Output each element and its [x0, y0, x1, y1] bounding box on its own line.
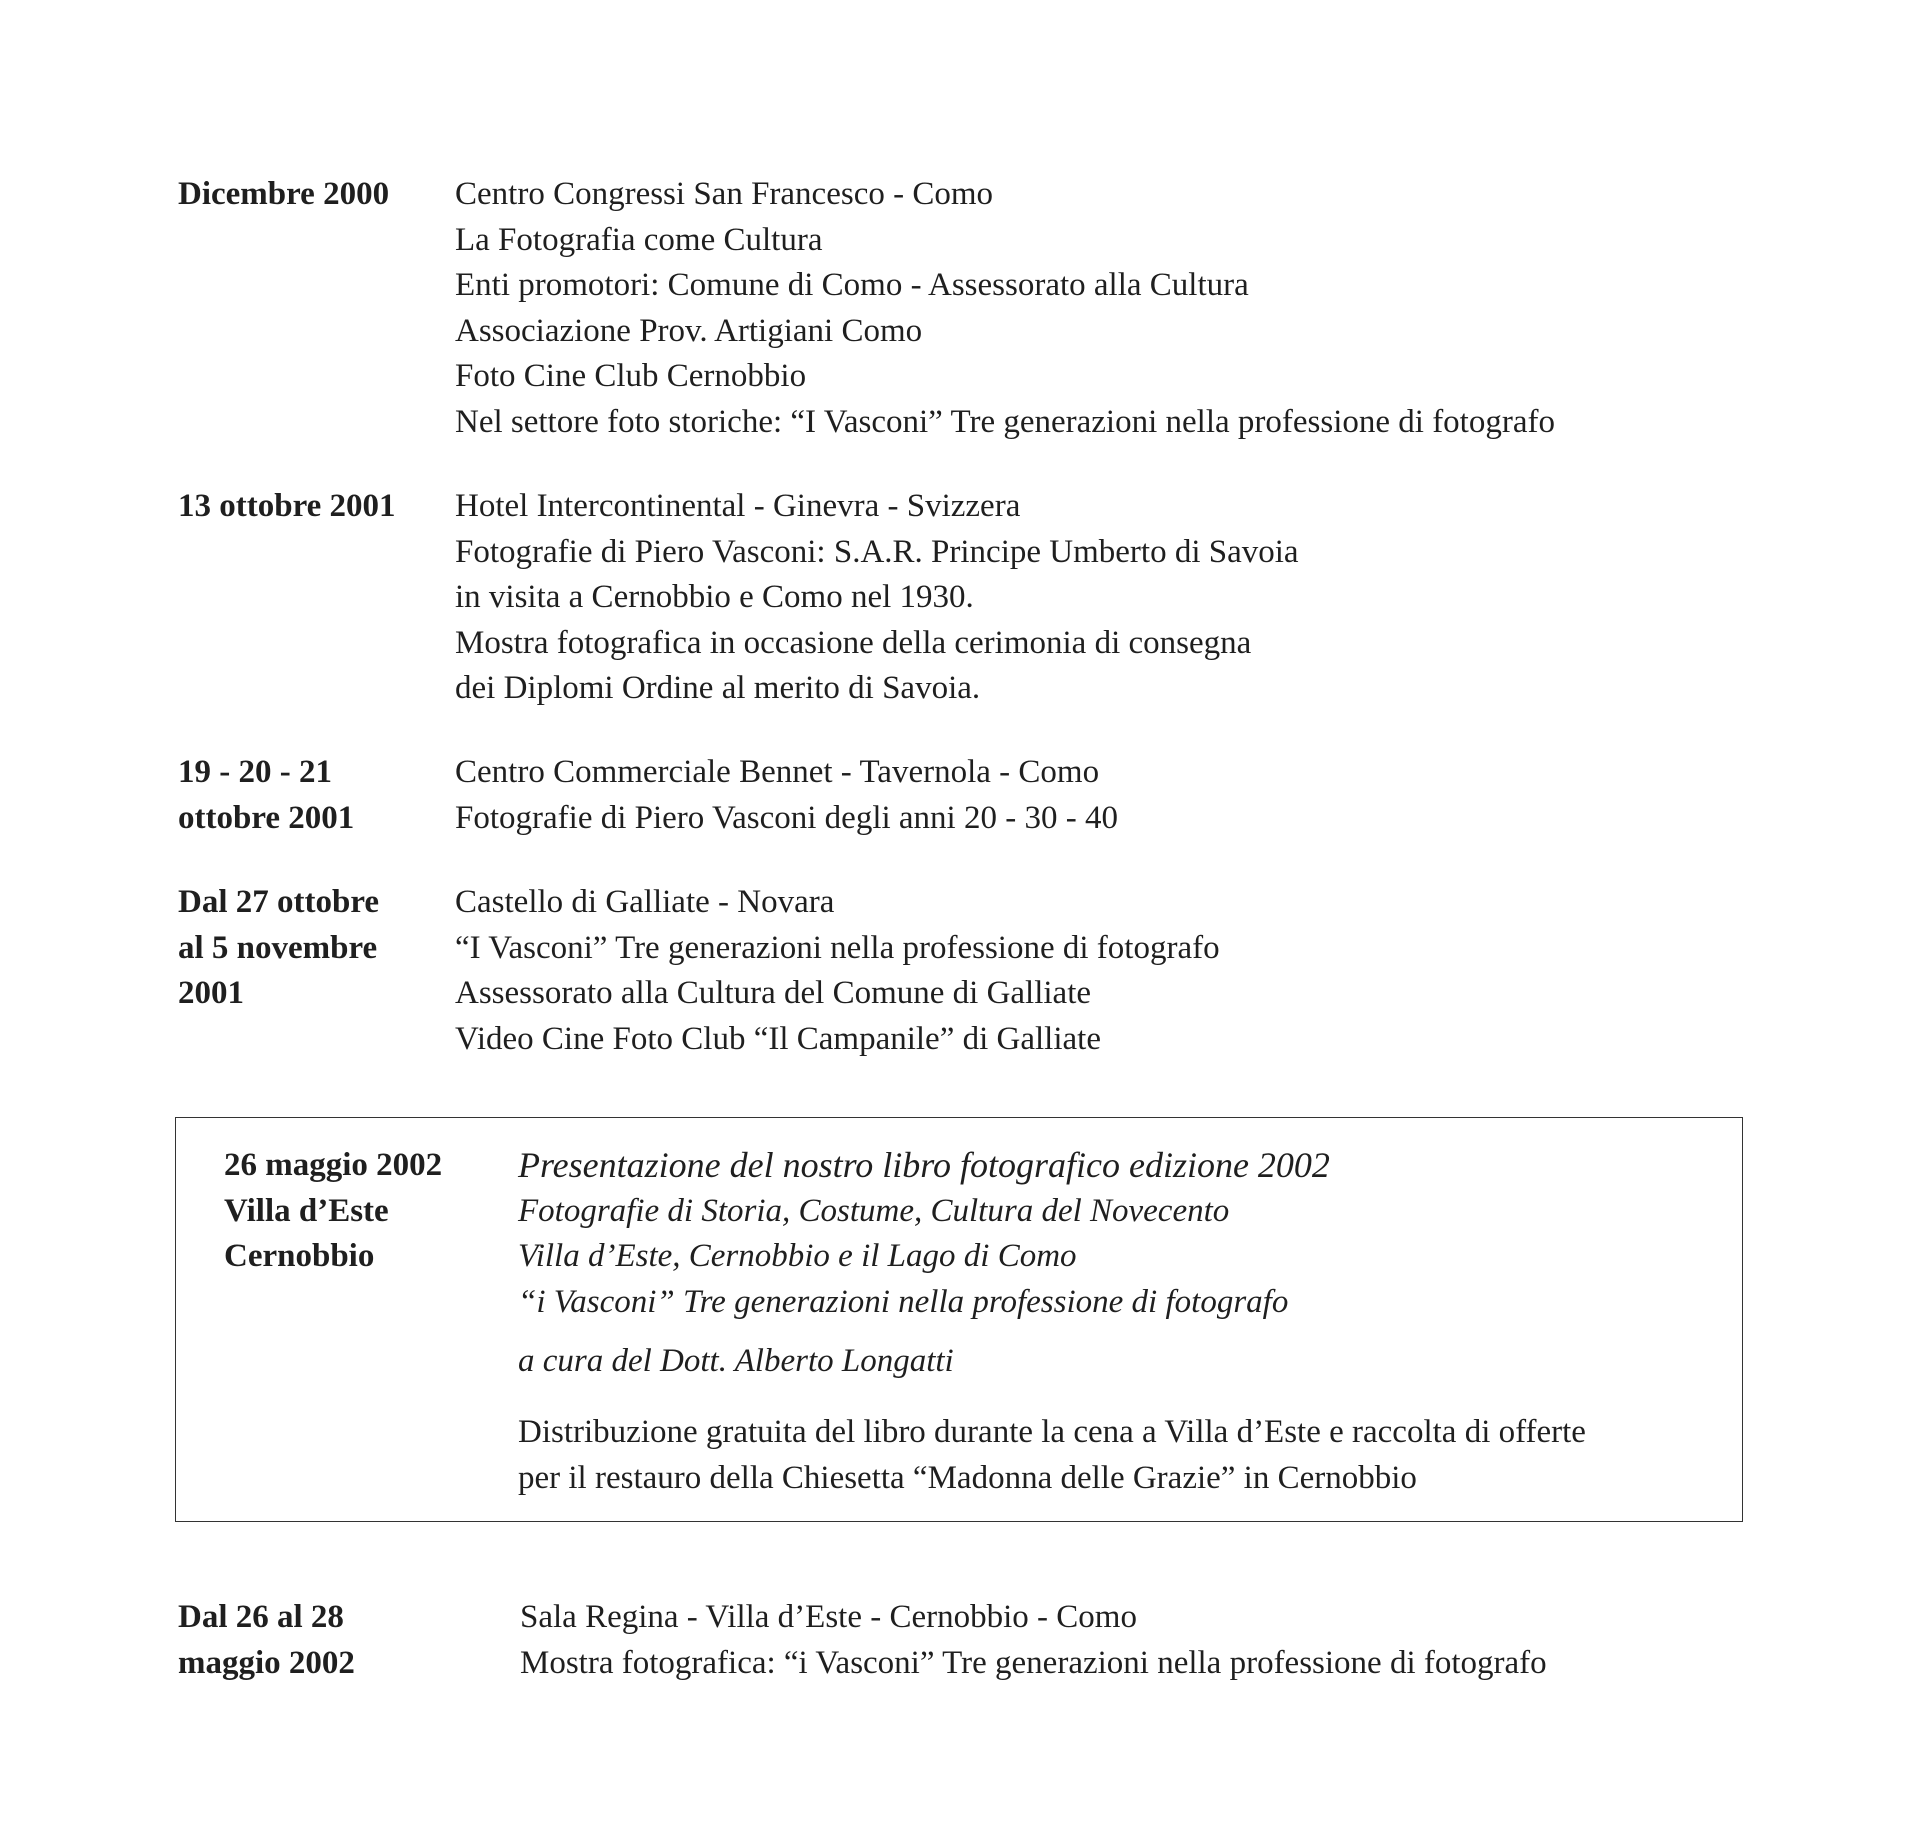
- highlight-details: [518, 1143, 1330, 1325]
- detail-line: Foto Cine Club Cernobbio: [455, 358, 807, 394]
- highlight-subtitle-line: Fotografie di Storia, Costume, Cultura del Novecento: [518, 1192, 1230, 1229]
- detail-line: Mostra fotografica in occasione della cerimonia di consegna: [455, 624, 1252, 661]
- detail-line: Nel settore foto storiche: “I Vasconi” Tre generazioni nella professione di fotografo: [455, 403, 1555, 440]
- highlight-note: [518, 1410, 1586, 1501]
- entry-details: [455, 484, 1299, 712]
- date-line: 26 maggio 2002: [224, 1147, 443, 1183]
- detail-line: Enti promotori: Comune di Como - Assessorato alla Cultura: [455, 267, 1249, 303]
- detail-line: dei Diplomi Ordine al merito di Savoia.: [455, 670, 981, 706]
- entry-details: [455, 750, 1118, 841]
- detail-line: Sala Regina - Villa d’Este - Cernobbio - Como: [520, 1599, 1137, 1635]
- date-line: Villa d’Este: [224, 1192, 389, 1229]
- date-line: Dal 26 al 28: [178, 1599, 344, 1635]
- highlight-title: Presentazione del nostro libro fotografico edizione 2002: [518, 1145, 1330, 1185]
- highlight-date: [224, 1143, 442, 1280]
- highlight-subtitle-line: Villa d’Este, Cernobbio e il Lago di Como: [518, 1238, 1077, 1274]
- date-line: Dicembre 2000: [178, 176, 390, 212]
- date-line: al 5 novembre: [178, 929, 378, 966]
- detail-line: “I Vasconi” Tre generazioni nella professione di fotografo: [455, 929, 1220, 966]
- detail-line: Associazione Prov. Artigiani Como: [455, 312, 923, 349]
- entry-date: [178, 750, 354, 841]
- date-line: Dal 27 ottobre: [178, 884, 380, 920]
- date-line: Cernobbio: [224, 1238, 375, 1274]
- detail-line: Castello di Galliate - Novara: [455, 884, 835, 920]
- highlight-box-book-presentation: [175, 1117, 1743, 1522]
- highlight-curator: a cura del Dott. Alberto Longatti: [518, 1343, 954, 1379]
- note-line: Distribuzione gratuita del libro durante la cena a Villa d’Este e raccolta di offerte: [518, 1414, 1586, 1450]
- entry-date: [178, 1595, 355, 1686]
- entry-details: [455, 172, 1555, 445]
- date-line: 19 - 20 - 21: [178, 754, 332, 790]
- highlight-subtitle-line: “i Vasconi” Tre generazioni nella professione di fotografo: [518, 1283, 1289, 1320]
- date-line: ottobre 2001: [178, 799, 355, 836]
- detail-line: Mostra fotografica: “i Vasconi” Tre generazioni nella professione di fotografo: [520, 1644, 1547, 1681]
- detail-line: Hotel Intercontinental - Ginevra - Svizzera: [455, 488, 1021, 524]
- detail-line: Centro Congressi San Francesco - Como: [455, 176, 994, 212]
- detail-line: Centro Commerciale Bennet - Tavernola - Como: [455, 754, 1100, 790]
- detail-line: La Fotografia come Cultura: [455, 221, 823, 258]
- detail-line: Fotografie di Piero Vasconi degli anni 20 - 30 - 40: [455, 799, 1118, 836]
- entry-details: [520, 1595, 1547, 1686]
- date-line: 2001: [178, 975, 244, 1011]
- entry-details: [455, 880, 1220, 1062]
- date-line: 13 ottobre 2001: [178, 488, 396, 524]
- entry-date: [178, 484, 396, 530]
- entry-date: [178, 172, 389, 218]
- detail-line: in visita a Cernobbio e Como nel 1930.: [455, 579, 974, 615]
- date-line: maggio 2002: [178, 1644, 355, 1681]
- detail-line: Fotografie di Piero Vasconi: S.A.R. Principe Umberto di Savoia: [455, 533, 1299, 570]
- entry-date: [178, 880, 379, 1017]
- note-line: per il restauro della Chiesetta “Madonna delle Grazie” in Cernobbio: [518, 1459, 1417, 1496]
- detail-line: Video Cine Foto Club “Il Campanile” di Galliate: [455, 1020, 1101, 1057]
- detail-line: Assessorato alla Cultura del Comune di Galliate: [455, 975, 1092, 1011]
